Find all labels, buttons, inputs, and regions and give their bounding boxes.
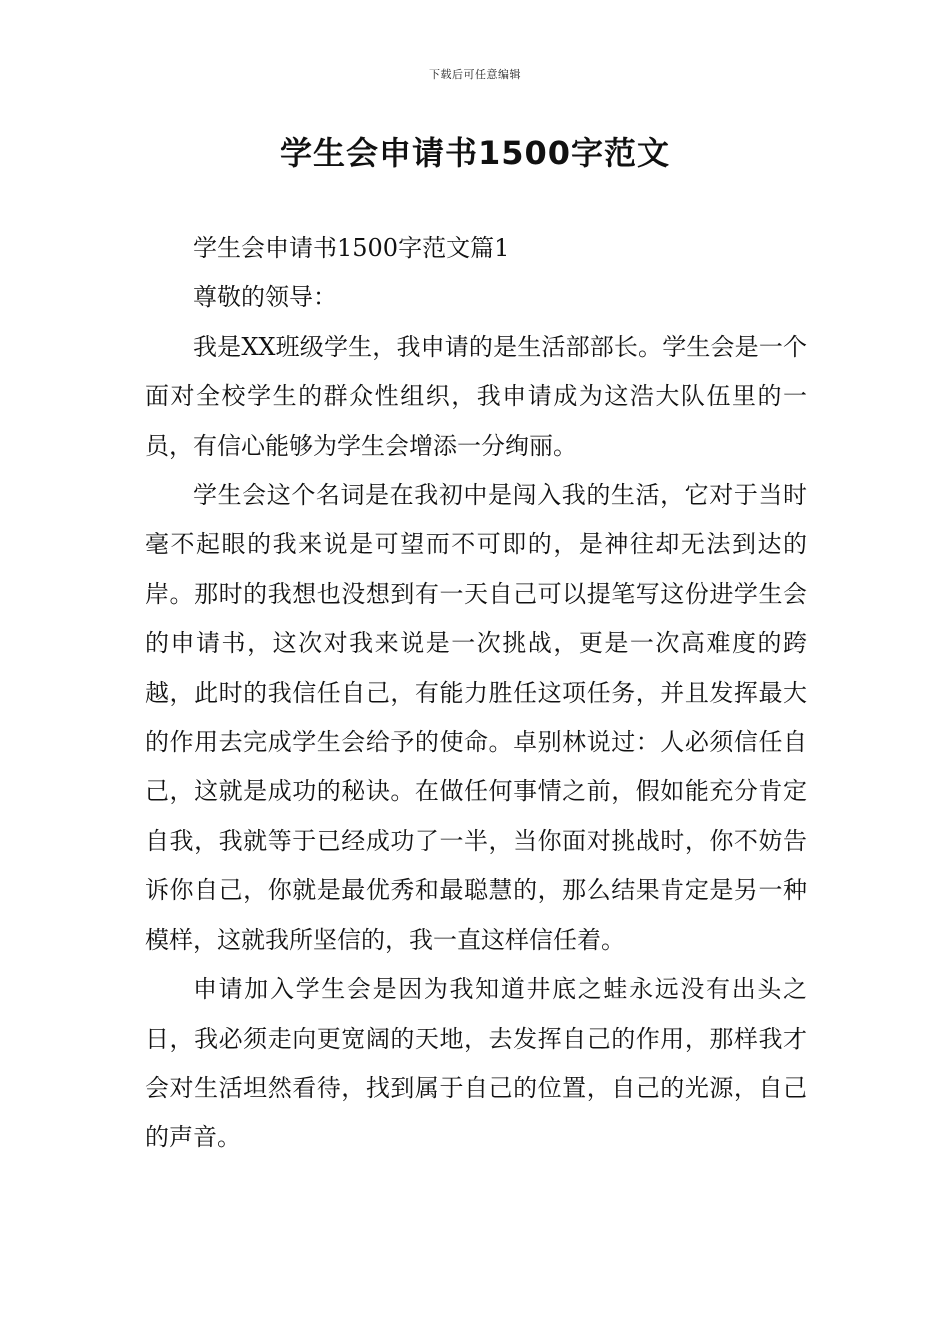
document-title: 学生会申请书1500字范文 (279, 134, 671, 172)
header-note: 下载后可任意编辑 (429, 68, 521, 81)
body-paragraph: 申请加入学生会是因为我知道井底之蛙永远没有出头之日，我必须走向更宽阔的天地，去发挥自己的作用，那样我才会对生活坦然看待，找到属于自己的位置，自己的光源，自己的声音。 (145, 975, 807, 1152)
body-paragraph: 我是XX班级学生，我申请的是生活部部长。学生会是一个面对全校学生的群众性组织，我申请成为这浩大队伍里的一员，有信心能够为学生会增添一分绚丽。 (145, 332, 807, 460)
body-paragraph: 学生会这个名词是在我初中是闯入我的生活，它对于当时毫不起眼的我来说是可望而不可即的，是神往却无法到达的岸。那时的我想也没想到有一天自己可以提笔写这份进学生会的申请书，这次对我来说是一次挑战，更是一次高难度的跨越，此时的我信任自己，有能力胜任这项任务，并且发挥最大的作用去完成学生会给予的使命。卓别林说过：人必须信任自己，这就是成功的秘诀。在做任何事情之前，假如能充分肯定自我，我就等于已经成功了一半，当你面对挑战时，你不妨告诉你自己，你就是最优秀和最聪慧的，那么结果肯定是另一种模样，这就我所坚信的，我一直这样信任着。 (145, 481, 807, 954)
section-heading: 学生会申请书1500字范文篇1 (193, 234, 510, 262)
document-body (145, 224, 807, 1163)
salutation: 尊敬的领导： (193, 283, 337, 312)
